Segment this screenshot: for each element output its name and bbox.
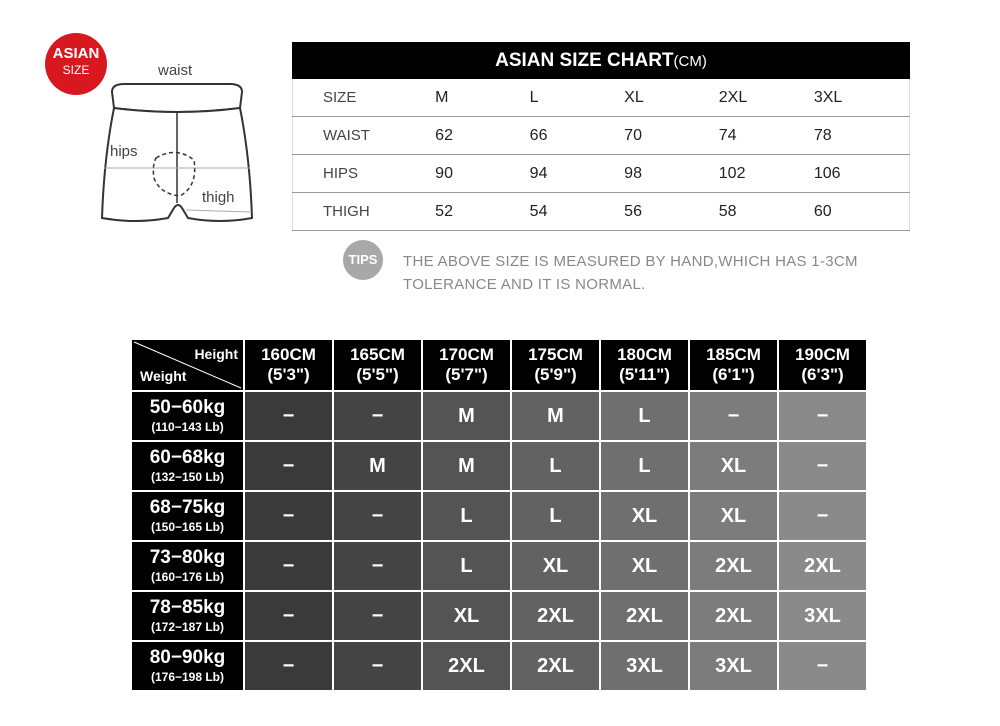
size-recommendation-cell: − xyxy=(779,440,866,490)
size-recommendation-cell: 2XL xyxy=(512,590,601,640)
height-ft: (5'7") xyxy=(445,365,488,384)
size-recommendation-cell: XL xyxy=(601,540,690,590)
weight-row-header xyxy=(132,590,245,640)
size-recommendation-cell: L xyxy=(601,390,690,440)
weight-row xyxy=(132,590,866,640)
thigh-label: thigh xyxy=(202,189,235,206)
size-recommendation-cell: − xyxy=(779,640,866,690)
size-chart-cell: 62 xyxy=(435,117,530,155)
height-column-header xyxy=(601,340,690,390)
weight-kg: 68−75kg xyxy=(149,497,226,518)
size-recommendation-cell: 2XL xyxy=(512,640,601,690)
badge-line2: SIZE xyxy=(62,63,90,77)
size-chart-title-text: ASIAN SIZE CHART xyxy=(495,50,674,71)
size-recommendation-cell: L xyxy=(423,540,512,590)
height-ft: (5'9") xyxy=(534,365,577,384)
height-cm: 190CM xyxy=(795,345,850,364)
size-chart-title xyxy=(292,42,910,79)
size-recommendation-cell: − xyxy=(245,390,334,440)
size-recommendation-cell: L xyxy=(601,440,690,490)
weight-kg: 50−60kg xyxy=(149,397,226,418)
tips-icon: TIPS xyxy=(343,240,383,280)
size-chart-row-label: WAIST xyxy=(293,117,436,155)
size-chart-unit: (CM) xyxy=(673,53,707,70)
size-recommendation-cell: XL xyxy=(601,490,690,540)
weight-row xyxy=(132,640,866,690)
size-recommendation-cell: − xyxy=(779,490,866,540)
height-cm: 175CM xyxy=(528,345,583,364)
weight-lb: (172−187 Lb) xyxy=(150,620,225,634)
weight-row xyxy=(132,490,866,540)
size-chart-row xyxy=(293,79,910,117)
size-chart-cell: 74 xyxy=(719,117,814,155)
weight-lb: (160−176 Lb) xyxy=(150,570,225,584)
size-recommendation-cell: − xyxy=(334,590,423,640)
weight-kg: 80−90kg xyxy=(149,647,226,668)
size-chart-cell: 70 xyxy=(624,117,719,155)
size-chart-cell: 94 xyxy=(530,155,625,193)
hips-label: hips xyxy=(110,143,138,160)
size-recommendation-cell: L xyxy=(423,490,512,540)
size-recommendation-cell: L xyxy=(512,440,601,490)
height-ft: (6'3") xyxy=(801,365,844,384)
size-recommendation-cell: M xyxy=(512,390,601,440)
size-recommendation-cell: 2XL xyxy=(779,540,866,590)
tips-line1: THE ABOVE SIZE IS MEASURED BY HAND,WHICH HAS 1-3CM xyxy=(403,253,858,270)
size-recommendation-cell: 2XL xyxy=(690,540,779,590)
weight-kg: 73−80kg xyxy=(149,547,226,568)
size-chart-cell: L xyxy=(530,79,625,117)
weight-row xyxy=(132,540,866,590)
height-column-header xyxy=(512,340,601,390)
size-chart-cell: 2XL xyxy=(719,79,814,117)
weight-row xyxy=(132,440,866,490)
size-chart-row-label: SIZE xyxy=(293,79,436,117)
weight-row-header xyxy=(132,490,245,540)
weight-lb: (110−143 Lb) xyxy=(151,420,224,434)
height-ft: (5'5") xyxy=(356,365,399,384)
grid-corner-header xyxy=(132,340,245,390)
size-recommendation-cell: M xyxy=(423,390,512,440)
height-column-header xyxy=(690,340,779,390)
size-recommendation-cell: − xyxy=(245,490,334,540)
size-chart-cell: 106 xyxy=(814,155,910,193)
size-recommendation-cell: 3XL xyxy=(690,640,779,690)
size-recommendation-cell: − xyxy=(245,640,334,690)
size-recommendation-cell: − xyxy=(334,390,423,440)
size-recommendation-cell: 3XL xyxy=(601,640,690,690)
weight-kg: 78−85kg xyxy=(149,597,226,618)
size-chart-cell: 78 xyxy=(814,117,910,155)
weight-row-header xyxy=(132,390,245,440)
height-weight-grid xyxy=(132,340,866,690)
weight-row-header xyxy=(132,440,245,490)
shorts-diagram xyxy=(90,58,270,233)
size-chart-cell: 54 xyxy=(530,193,625,231)
size-chart-row-label: THIGH xyxy=(293,193,436,231)
weight-row xyxy=(132,390,866,440)
height-column-header xyxy=(334,340,423,390)
size-recommendation-cell: XL xyxy=(690,490,779,540)
size-recommendation-cell: 2XL xyxy=(423,640,512,690)
size-recommendation-cell: − xyxy=(245,440,334,490)
size-chart-cell: 58 xyxy=(719,193,814,231)
size-recommendation-cell: − xyxy=(334,490,423,540)
size-chart-cell: 3XL xyxy=(814,79,910,117)
size-chart-row xyxy=(293,155,910,193)
weight-axis-label: Weight xyxy=(140,368,187,384)
weight-lb: (150−165 Lb) xyxy=(150,520,225,534)
height-cm: 180CM xyxy=(617,345,672,364)
asian-size-chart xyxy=(292,42,910,231)
height-ft: (5'3") xyxy=(267,365,310,384)
tips-line2: TOLERANCE AND IT IS NORMAL. xyxy=(403,276,646,293)
size-recommendation-cell: − xyxy=(334,540,423,590)
size-chart-row xyxy=(293,117,910,155)
height-column-header xyxy=(779,340,866,390)
weight-lb: (176−198 Lb) xyxy=(150,670,225,684)
height-ft: (5'11") xyxy=(619,365,670,384)
size-recommendation-cell: − xyxy=(779,390,866,440)
weight-row-header xyxy=(132,540,245,590)
size-recommendation-cell: M xyxy=(334,440,423,490)
size-chart-table xyxy=(292,79,910,231)
height-column-header xyxy=(423,340,512,390)
size-recommendation-cell: − xyxy=(245,540,334,590)
size-chart-cell: 56 xyxy=(624,193,719,231)
height-cm: 170CM xyxy=(439,345,494,364)
height-cm: 160CM xyxy=(261,345,316,364)
size-chart-cell: 98 xyxy=(624,155,719,193)
tips-text xyxy=(403,250,858,296)
size-recommendation-cell: − xyxy=(690,390,779,440)
size-recommendation-cell: 2XL xyxy=(690,590,779,640)
height-cm: 185CM xyxy=(706,345,761,364)
size-chart-row-label: HIPS xyxy=(293,155,436,193)
size-recommendation-cell: 3XL xyxy=(779,590,866,640)
height-column-header xyxy=(245,340,334,390)
size-recommendation-cell: L xyxy=(512,490,601,540)
size-chart-cell: 66 xyxy=(530,117,625,155)
size-recommendation-cell: XL xyxy=(423,590,512,640)
height-ft: (6'1") xyxy=(712,365,755,384)
height-axis-label: Height xyxy=(194,346,238,362)
size-chart-cell: 60 xyxy=(814,193,910,231)
weight-lb: (132−150 Lb) xyxy=(150,470,225,484)
size-recommendation-cell: M xyxy=(423,440,512,490)
weight-kg: 60−68kg xyxy=(149,447,226,468)
size-chart-cell: 52 xyxy=(435,193,530,231)
size-chart-cell: 102 xyxy=(719,155,814,193)
size-chart-cell: 90 xyxy=(435,155,530,193)
weight-row-header xyxy=(132,640,245,690)
size-recommendation-cell: 2XL xyxy=(601,590,690,640)
size-recommendation-cell: − xyxy=(334,640,423,690)
height-cm: 165CM xyxy=(350,345,405,364)
size-recommendation-cell: XL xyxy=(690,440,779,490)
size-recommendation-cell: − xyxy=(245,590,334,640)
size-chart-row xyxy=(293,193,910,231)
waist-label: waist xyxy=(158,62,193,79)
size-chart-cell: M xyxy=(435,79,530,117)
size-recommendation-cell: XL xyxy=(512,540,601,590)
size-chart-cell: XL xyxy=(624,79,719,117)
badge-line1: ASIAN xyxy=(52,45,100,62)
